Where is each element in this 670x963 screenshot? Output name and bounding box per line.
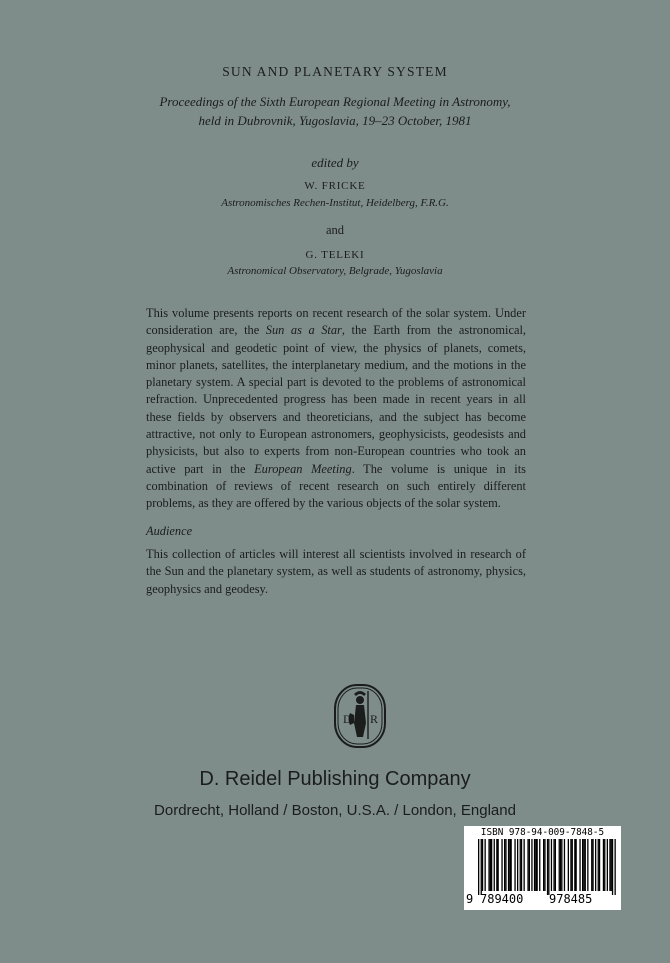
- barcode-bar: [612, 839, 613, 895]
- barcode-bar: [496, 839, 497, 891]
- barcode-bar: [521, 839, 522, 891]
- barcode-bar: [582, 839, 583, 891]
- barcode-bar: [482, 839, 483, 891]
- barcode-bar: [579, 839, 580, 891]
- edited-by-label: edited by: [311, 155, 359, 170]
- barcode-bar: [561, 839, 562, 891]
- barcode-bar: [560, 839, 561, 891]
- audience-heading: Audience: [146, 524, 193, 538]
- barcode-bar: [547, 839, 548, 895]
- barcode-bar: [520, 839, 521, 891]
- barcode-bar: [485, 839, 486, 891]
- barcode-bar: [508, 839, 509, 891]
- barcode-bar: [583, 839, 584, 891]
- and-label: and: [325, 223, 345, 237]
- barcode-bar: [517, 839, 518, 891]
- barcode-bar: [551, 839, 552, 891]
- barcode-bar: [585, 839, 586, 891]
- barcode-bar: [607, 839, 608, 891]
- barcode-bar: [535, 839, 536, 891]
- editor-2-affiliation: Astronomical Observatory, Belgrade, Yugoslavia: [227, 265, 443, 277]
- barcode-bar: [494, 839, 495, 891]
- barcode-bar: [505, 839, 506, 891]
- barcode-bar: [524, 839, 525, 891]
- book-title: SUN AND PLANETARY SYSTEM: [222, 64, 448, 79]
- barcode-right-group: 978485: [549, 892, 593, 906]
- barcode-bar: [488, 839, 489, 891]
- barcode-bar: [587, 839, 588, 891]
- isbn-barcode: [464, 826, 621, 910]
- barcode-bar: [564, 839, 565, 891]
- barcode-bar: [555, 839, 556, 891]
- barcode-bar: [527, 839, 528, 891]
- logo-letter-r: R: [370, 712, 379, 726]
- logo-letter-d: D: [343, 712, 352, 726]
- barcode-bar: [504, 839, 505, 891]
- barcode-bar: [553, 839, 554, 891]
- description-paragraph: [146, 305, 526, 513]
- book-subtitle: [0, 92, 670, 130]
- reidel-athena-logo-icon: [333, 683, 387, 749]
- subtitle-line-2: held in Dubrovnik, Yugoslavia, 19–23 October, 1981: [198, 113, 472, 128]
- barcode-left-group: 789400: [480, 892, 524, 906]
- barcode-bar: [478, 839, 479, 895]
- barcode-bar: [604, 839, 605, 891]
- barcode-bar: [490, 839, 491, 891]
- barcode-digits: [464, 892, 621, 908]
- barcode-bar: [491, 839, 492, 891]
- barcode-bar: [537, 839, 538, 891]
- barcode-bar: [543, 839, 544, 891]
- description-text-2: , the Earth from the astronomical, geophysical and geodetic point of view, the physics of planets, comets, minor planets, satellites, the interplanetary medium, and the motions in the planetary system. A special part is devoted to the problems of astronomical refraction. Unprecedented progress has been made in recent years in all these fields by observers and theoreticians, and the subject has become attractive, not only to European astronomers, geophysicists, geodesists and physicists, but also to experts from non-European countries who took an active part in the: [146, 323, 527, 476]
- description-emphasis-2: European Meeting: [254, 461, 352, 476]
- barcode-bar: [615, 839, 616, 895]
- publisher-cities: Dordrecht, Holland / Boston, U.S.A. / London, England: [154, 802, 516, 819]
- barcode-bar: [572, 839, 573, 891]
- barcode-bar: [591, 839, 592, 891]
- barcode-bar: [511, 839, 512, 891]
- barcode-bar: [576, 839, 577, 891]
- barcode-bar: [598, 839, 599, 891]
- description-emphasis-1: Sun as a Star: [265, 323, 342, 338]
- audience-paragraph: This collection of articles will interest all scientists involved in research of the Sun and the planetary system, as well as students of astronomy, physics, geophysics and geodesy.: [146, 547, 526, 596]
- barcode-bar: [574, 839, 575, 891]
- barcode-bar: [611, 839, 612, 891]
- barcode-bar: [548, 839, 549, 895]
- subtitle-line-1: Proceedings of the Sixth European Regional Meeting in Astronomy,: [159, 94, 511, 109]
- barcode-first-digit: 9: [466, 892, 474, 906]
- barcode-bar: [609, 839, 610, 891]
- barcode-bar: [595, 839, 596, 891]
- barcode-bar: [568, 839, 569, 891]
- publisher-name: D. Reidel Publishing Company: [199, 768, 471, 790]
- barcode-bar: [559, 839, 560, 891]
- editor-1-name: W. FRICKE: [304, 180, 366, 192]
- barcode-bar: [603, 839, 604, 891]
- editor-2-name: G. TELEKI: [305, 249, 365, 261]
- isbn-text: ISBN 978-94-009-7848-5: [480, 827, 605, 838]
- barcode-bar: [570, 839, 571, 891]
- barcode-bar: [544, 839, 545, 891]
- barcode-bar: [509, 839, 510, 891]
- barcode-bar: [534, 839, 535, 891]
- barcode-bar: [529, 839, 530, 891]
- barcode-bar: [481, 839, 482, 895]
- description-text-1: This volume presents reports on recent research of the solar system. Under consideration are, the: [146, 306, 526, 338]
- barcode-bar: [599, 839, 600, 891]
- barcode-bar: [531, 839, 532, 891]
- barcode-bar: [514, 839, 515, 891]
- description-text-3: . The volume is unique in its combination of reviews of recent research on such entirely different problems, as they are offered by the various objects of the solar system.: [146, 461, 526, 511]
- barcode-bar: [539, 839, 540, 891]
- editor-1-affiliation: Astronomisches Rechen-Institut, Heidelberg, F.R.G.: [221, 197, 449, 209]
- barcode-bar: [501, 839, 502, 891]
- barcode-bar: [592, 839, 593, 891]
- barcode-bar: [498, 839, 499, 891]
